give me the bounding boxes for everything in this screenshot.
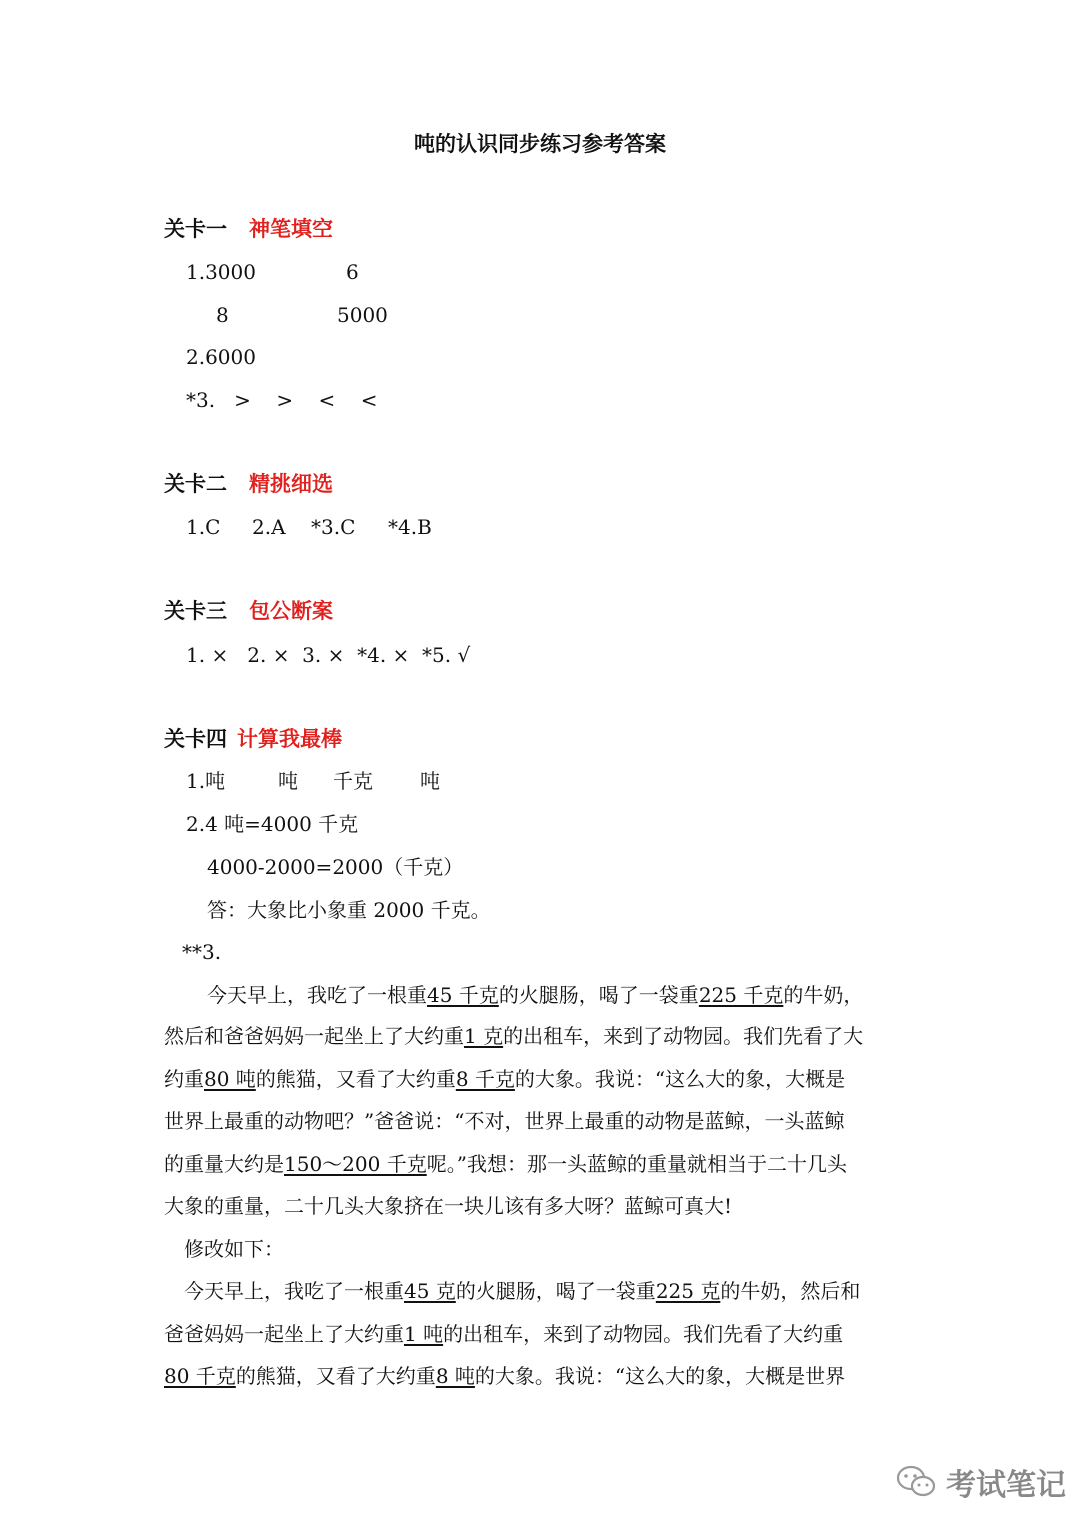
- section-2-level: 关卡二: [164, 471, 227, 496]
- section-2-header: [164, 470, 333, 498]
- section-1-header: [164, 215, 333, 243]
- s4-q1-b: 吨: [278, 769, 298, 793]
- passage2-line3: 80 千克的熊猫，又看了大约重8 吨的大象。我说：“这么大的象，大概是世界: [164, 1364, 846, 1388]
- s4-q3-label: **3.: [182, 940, 222, 964]
- underlined-answer: 80 千克: [164, 1364, 236, 1388]
- watermark-text: 考试笔记: [946, 1468, 1066, 1503]
- underlined-answer: 225 千克: [698, 983, 784, 1007]
- s1-q3: *3. > > < <: [186, 388, 378, 412]
- underlined-answer: 150～200 千克: [284, 1152, 427, 1176]
- s2-answer: *3.C: [311, 515, 356, 539]
- passage2-line1: 今天早上，我吃了一根重45 克的火腿肠，喝了一袋重225 克的牛奶，然后和: [184, 1279, 861, 1303]
- underlined-answer: 1 克: [464, 1024, 504, 1048]
- underlined-answer: 8 千克: [455, 1067, 515, 1091]
- passage1-line2: 然后和爸爸妈妈一起坐上了大约重1 克的出租车，来到了动物园。我们先看了大: [164, 1024, 864, 1048]
- section-4-level: 关卡四: [164, 726, 227, 751]
- watermark: [896, 1460, 1066, 1504]
- s4-q2-line2: 4000-2000=2000（千克）: [207, 855, 464, 879]
- underlined-answer: 45 千克: [427, 983, 499, 1007]
- section-3-header: [164, 597, 333, 625]
- passage1-line4: 世界上最重的动物吧？”爸爸说：“不对，世界上最重的动物是蓝鲸，一头蓝鲸: [164, 1109, 845, 1133]
- wechat-icon: [896, 1464, 936, 1500]
- s1-q1-b: 6: [346, 260, 359, 284]
- s4-q2-line3: 答：大象比小象重 2000 千克。: [207, 898, 491, 922]
- s3-answers: 1. × 2. × 3. × *4. × *5. √: [186, 643, 471, 667]
- underlined-answer: 225 克: [655, 1279, 721, 1303]
- underlined-answer: 45 克: [404, 1279, 456, 1303]
- section-4-name: 计算我最棒: [237, 726, 342, 751]
- s1-q1-c: 8: [216, 303, 229, 327]
- section-3-level: 关卡三: [164, 598, 227, 623]
- s4-q2-line1: 2.4 吨=4000 千克: [186, 812, 359, 836]
- page-title: 吨的认识同步练习参考答案: [414, 131, 666, 156]
- passage1-line1: 今天早上，我吃了一根重45 千克的火腿肠，喝了一袋重225 千克的牛奶，: [207, 983, 864, 1007]
- passage1-line6: 大象的重量，二十几头大象挤在一块儿该有多大呀？蓝鲸可真大!: [164, 1194, 733, 1218]
- underlined-answer: 80 吨: [204, 1067, 256, 1091]
- section-3-name: 包公断案: [249, 598, 333, 623]
- section-1-level: 关卡一: [164, 216, 227, 241]
- s2-answer: 1.C: [186, 515, 221, 539]
- underlined-answer: 8 吨: [435, 1364, 475, 1388]
- section-2-name: 精挑细选: [249, 471, 333, 496]
- s2-answer: *4.B: [388, 515, 432, 539]
- s4-q1-c: 千克: [333, 769, 373, 793]
- underlined-answer: 1 吨: [404, 1322, 444, 1346]
- passage1-line3: 约重80 吨的熊猫，又看了大约重8 千克的大象。我说：“这么大的象，大概是: [164, 1067, 846, 1091]
- fix-label: 修改如下：: [184, 1237, 284, 1261]
- s4-q1-d: 吨: [420, 769, 440, 793]
- s1-q1-d: 5000: [337, 303, 388, 327]
- s4-q1-a: 1.吨: [186, 769, 226, 793]
- section-4-header: [164, 725, 342, 753]
- passage1-line5: 的重量大约是150～200 千克呢。”我想：那一头蓝鲸的重量就相当于二十几头: [164, 1152, 847, 1176]
- passage2-line2: 爸爸妈妈一起坐上了大约重1 吨的出租车，来到了动物园。我们先看了大约重: [164, 1322, 844, 1346]
- s2-answer: 2.A: [252, 515, 286, 539]
- s1-q2: 2.6000: [186, 345, 256, 369]
- s1-q1-a: 1.3000: [186, 260, 256, 284]
- section-1-name: 神笔填空: [249, 216, 333, 241]
